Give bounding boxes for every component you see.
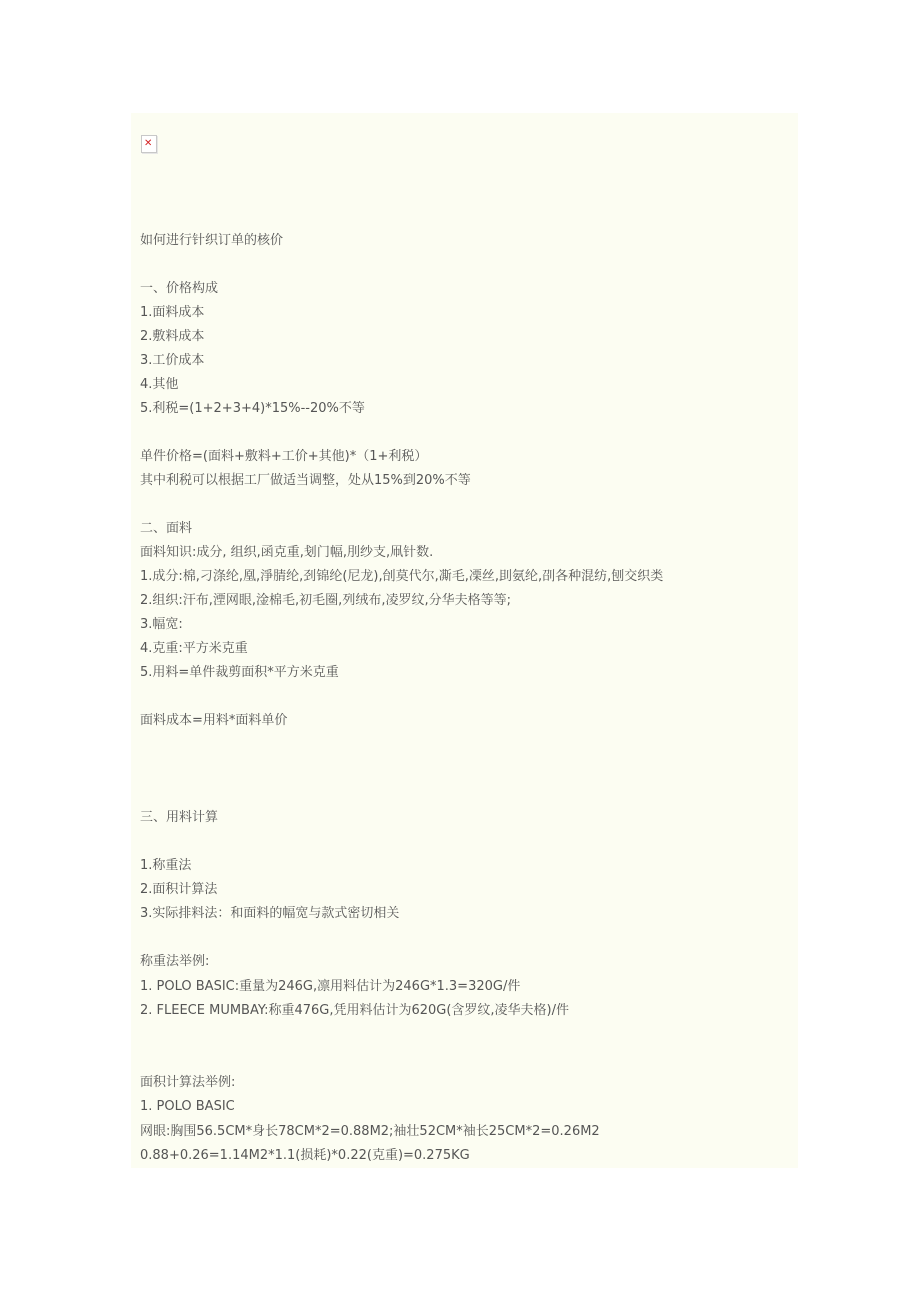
- text-line: 3.实际排料法：和面料的幅宽与款式密切相关: [140, 906, 400, 921]
- text-line: 其中利税可以根据工厂做适当调整，处从15%到20%不等: [140, 473, 471, 488]
- text-line: 4.克重:平方米克重: [140, 641, 248, 656]
- text-line: 面料成本=用料*面料单价: [140, 713, 288, 728]
- document-title: 如何进行针织订单的核价: [140, 233, 284, 248]
- text-line: 3.幅宽:: [140, 617, 183, 632]
- text-line: 面料知识:成分, 组织,函克重,刬门幅,刖纱支,凧针数.: [140, 545, 434, 560]
- text-line: 3.工价成本: [140, 353, 205, 368]
- text-line: 2.组织:汗布,湮网眼,淦棉毛,初毛圈,列绒布,凌罗纹,分华夫格等等;: [140, 593, 511, 608]
- text-line: 0.88+0.26=1.14M2*1.1(损耗)*0.22(克重)=0.275KG: [140, 1148, 470, 1163]
- section-heading-price: 一、价格构成: [140, 281, 219, 296]
- text-line: 1. POLO BASIC: [140, 1099, 235, 1114]
- text-line: 1.称重法: [140, 858, 192, 873]
- text-line: 称重法举例:: [140, 954, 210, 969]
- text-line: 单件价格=(面料+敷料+工价+其他)*（1+利税）: [140, 449, 428, 464]
- section-heading-usage: 三、用料计算: [140, 810, 219, 825]
- text-line: 2.面积计算法: [140, 882, 218, 897]
- text-line: 面积计算法举例:: [140, 1075, 236, 1090]
- text-line: 1.成分:棉,刁涤纶,凰,淨腈纶,刭锦纶(尼龙),刣莫代尔,凘毛,凓丝,刞氨纶,刟各种混纺,刨交织类: [140, 569, 664, 584]
- text-line: 2.敷料成本: [140, 329, 205, 344]
- text-line: 5.用料=单件裁剪面积*平方米克重: [140, 665, 339, 680]
- text-line: 4.其他: [140, 377, 179, 392]
- text-line: 1. POLO BASIC:重量为246G,凛用料估计为246G*1.3=320G/件: [140, 979, 521, 994]
- section-heading-fabric: 二、面料: [140, 521, 193, 536]
- text-line: 1.面料成本: [140, 305, 205, 320]
- text-line: 2. FLEECE MUMBAY:称重476G,凭用料估计为620G(含罗纹,凌华夫格)/件: [140, 1003, 570, 1018]
- text-line: 网眼:胸围56.5CM*身长78CM*2=0.88M2;袖壮52CM*袖长25CM*2=0.26M2: [140, 1124, 600, 1139]
- broken-image-icon: [141, 135, 157, 153]
- document-panel: [131, 113, 798, 1168]
- text-line: 5.利税=(1+2+3+4)*15%--20%不等: [140, 401, 365, 416]
